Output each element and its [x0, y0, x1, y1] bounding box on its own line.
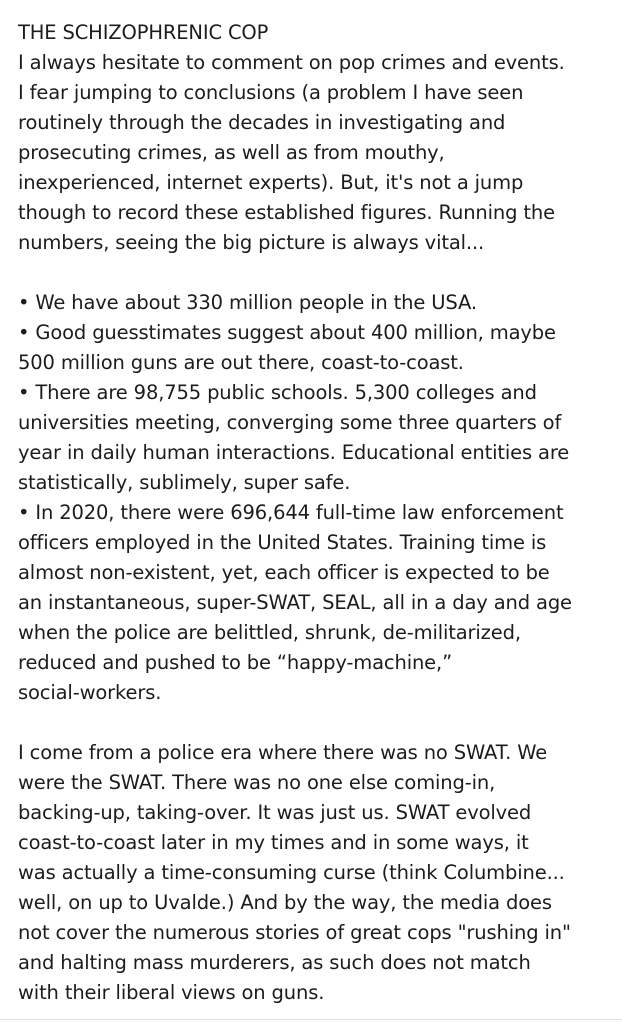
text-line: reduced and pushed to be “happy-machine,”	[18, 651, 453, 674]
text-line: though to record these established figures. Running the	[18, 201, 555, 224]
text-line: I come from a police era where there was no SWAT. We	[18, 741, 548, 764]
text-line: were the SWAT. There was no one else coming-in,	[18, 771, 496, 794]
bullet-line: • There are 98,755 public schools. 5,300 colleges and	[18, 381, 537, 404]
text-line: when the police are belittled, shrunk, de-militarized,	[18, 621, 521, 644]
text-line: I always hesitate to comment on pop crimes and events.	[18, 51, 565, 74]
paragraph-spacer	[18, 708, 618, 738]
text-line: statistically, sublimely, super safe.	[18, 471, 351, 494]
text-line: coast-to-coast later in my times and in some ways, it	[18, 831, 529, 854]
text-line: with their liberal views on guns.	[18, 981, 325, 1004]
bullet-line: • Good guesstimates suggest about 400 million, maybe	[18, 321, 556, 344]
text-line: inexperienced, internet experts). But, it's not a jump	[18, 171, 524, 194]
post-title: THE SCHIZOPHRENIC COP	[18, 21, 269, 44]
paragraph-intro	[18, 48, 618, 258]
text-line: numbers, seeing the big picture is always vital...	[18, 231, 485, 254]
bullet-line: • We have about 330 million people in the USA.	[18, 291, 477, 314]
bottom-divider	[0, 1019, 622, 1020]
text-line: an instantaneous, super-SWAT, SEAL, all in a day and age	[18, 591, 572, 614]
text-line: almost non-existent, yet, each officer is expected to be	[18, 561, 550, 584]
paragraph-spacer	[18, 258, 618, 288]
bullet-line: • In 2020, there were 696,644 full-time law enforcement	[18, 501, 564, 524]
paragraph-closing	[18, 738, 618, 1008]
text-line: I fear jumping to conclusions (a problem I have seen	[18, 81, 524, 104]
text-line: 500 million guns are out there, coast-to-coast.	[18, 351, 464, 374]
text-line: routinely through the decades in investigating and	[18, 111, 506, 134]
text-line: and halting mass murderers, as such does not match	[18, 951, 531, 974]
text-line: social-workers.	[18, 681, 162, 704]
text-line: was actually a time-consuming curse (think Columbine...	[18, 861, 565, 884]
paragraph-bullets	[18, 288, 618, 708]
text-line: well, on up to Uvalde.) And by the way, the media does	[18, 891, 552, 914]
post-body	[18, 18, 618, 1008]
text-line: backing-up, taking-over. It was just us. SWAT evolved	[18, 801, 532, 824]
text-line: universities meeting, converging some three quarters of	[18, 411, 562, 434]
text-line: year in daily human interactions. Educational entities are	[18, 441, 570, 464]
text-line: not cover the numerous stories of great cops "rushing in"	[18, 921, 571, 944]
text-line: officers employed in the United States. Training time is	[18, 531, 547, 554]
text-line: prosecuting crimes, as well as from mouthy,	[18, 141, 445, 164]
